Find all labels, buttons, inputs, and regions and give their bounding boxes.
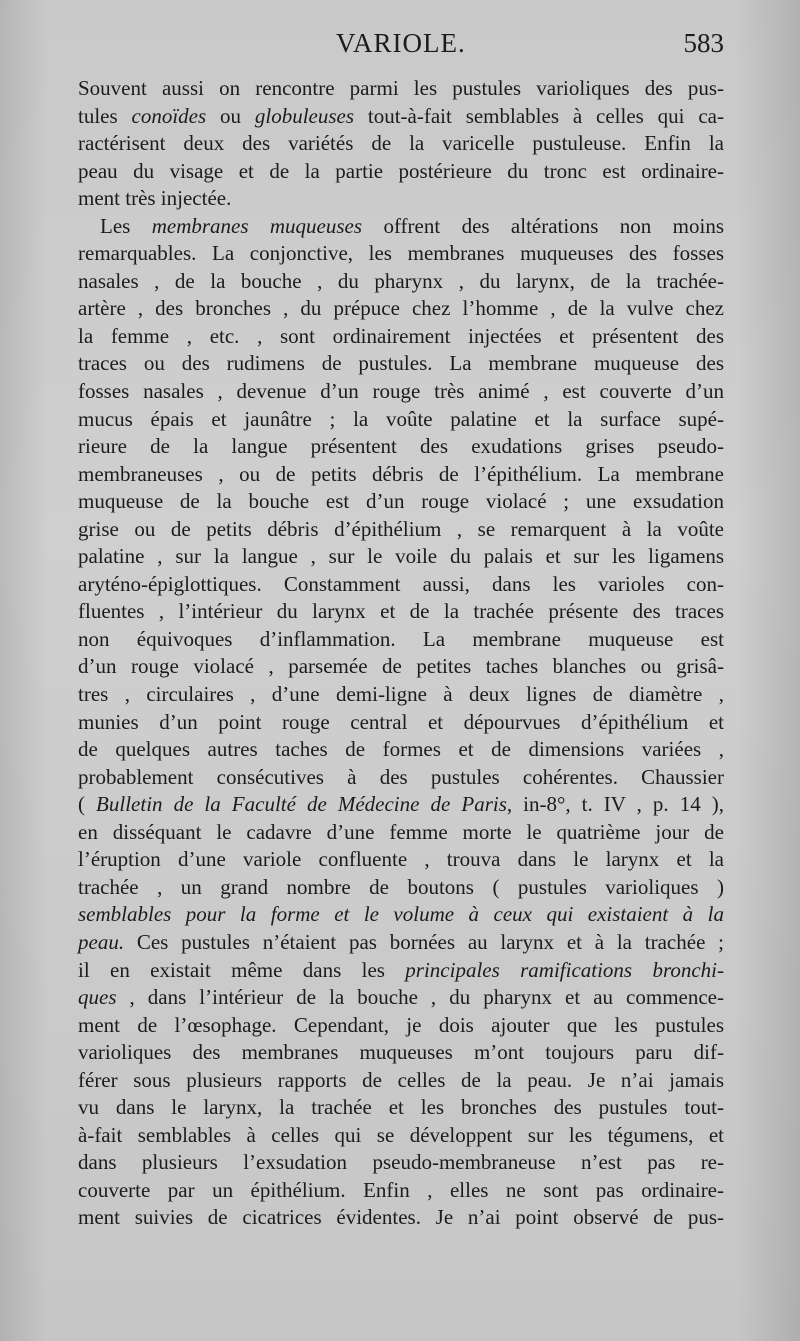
page-header [76, 28, 726, 68]
text-segment: membraneuses , ou de petits débris de l’épithélium. La membrane [78, 461, 724, 486]
text-line [78, 846, 724, 874]
text-line [78, 681, 724, 709]
text-segment: palatine , sur la langue , sur le voile du palais et sur les ligamens [78, 544, 724, 569]
text-line [78, 323, 724, 351]
text-line [78, 819, 724, 847]
text-segment: Ces pustules n’étaient pas bornées au larynx et à la trachée ; [124, 929, 724, 954]
text-segment: couverte par un épithélium. Enfin , elles ne sont pas ordinaire- [78, 1177, 724, 1202]
text-segment: la femme , etc. , sont ordinairement injectées et présentent des [78, 323, 724, 348]
text-line [78, 598, 724, 626]
text-segment: fluentes , l’intérieur du larynx et de la trachée présente des traces [78, 599, 724, 624]
text-line [78, 764, 724, 792]
text-segment: en disséquant le cadavre d’une femme morte le quatrième jour de [78, 819, 724, 844]
text-line [78, 571, 724, 599]
text-segment: férer sous plusieurs rapports de celles de la peau. Je n’ai jamais [78, 1067, 724, 1092]
italic-text: membranes muqueuses [151, 213, 363, 238]
text-line [78, 957, 724, 985]
text-line [78, 653, 724, 681]
text-segment: artère , des bronches , du prépuce chez l’homme , de la vulve chez [78, 296, 724, 321]
text-line [78, 213, 724, 241]
text-line [78, 1149, 724, 1177]
body-text [78, 75, 724, 1232]
text-segment: ractérisent deux des variétés de la varicelle pustuleuse. Enfin la [78, 131, 724, 156]
text-line [78, 1039, 724, 1067]
text-line [78, 626, 724, 654]
text-segment: tout-à-fait semblables à celles qui ca- [354, 103, 724, 128]
text-line [78, 350, 724, 378]
text-segment: ou [206, 103, 255, 128]
text-segment: de quelques autres taches de formes et de dimensions variées , [78, 737, 724, 762]
text-line [78, 433, 724, 461]
text-segment: traces ou des rudimens de pustules. La membrane muqueuse des [78, 351, 724, 376]
text-line [78, 240, 724, 268]
text-line [78, 874, 724, 902]
text-segment: probablement consécutives à des pustules cohérentes. Chaussier [78, 764, 724, 789]
text-segment: dans plusieurs l’exsudation pseudo-membraneuse n’est pas re- [78, 1150, 724, 1175]
text-line [78, 791, 724, 819]
text-segment: ( [78, 792, 97, 817]
text-segment: d’un rouge violacé , parsemée de petites taches blanches ou grisâ- [78, 654, 724, 679]
text-line [78, 543, 724, 571]
text-segment: nasales , de la bouche , du pharynx , du larynx, de la trachée- [78, 268, 724, 293]
italic-text: semblables pour la forme et le volume à ceux qui existaient à la [78, 902, 724, 927]
text-segment: , in-8°, t. IV , p. 14 ), [506, 792, 724, 817]
italic-text: ques [78, 985, 117, 1010]
text-line [78, 736, 724, 764]
italic-text: conoïdes [131, 103, 207, 128]
text-segment: l’éruption d’une variole confluente , trouva dans le larynx et la [78, 847, 724, 872]
text-line [78, 1204, 724, 1232]
text-segment: ment suivies de cicatrices évidentes. Je n’ai point observé de pus- [78, 1205, 724, 1230]
text-segment: varioliques des membranes muqueuses m’ont toujours paru dif- [78, 1040, 724, 1065]
text-segment: Souvent aussi on rencontre parmi les pustules varioliques des pus- [78, 76, 724, 100]
text-segment: rieure de la langue présentent des exudations grises pseudo- [78, 434, 724, 459]
text-segment: remarquables. La conjonctive, les membranes muqueuses des fosses [78, 241, 724, 266]
text-line [78, 158, 724, 186]
text-segment: munies d’un point rouge central et dépourvues d’épithélium et [78, 709, 724, 734]
text-segment: , dans l’intérieur de la bouche , du pharynx et au commence- [116, 985, 724, 1010]
text-segment: tres , circulaires , d’une demi-ligne à deux lignes de diamètre , [78, 682, 724, 707]
text-line [78, 984, 724, 1012]
text-line [78, 185, 724, 213]
text-segment: grise ou de petits débris d’épithélium , se remarquent à la voûte [78, 516, 724, 541]
text-segment: ment très injectée. [78, 186, 232, 211]
text-line [78, 1094, 724, 1122]
text-segment: ment de l’œsophage. Cependant, je dois ajouter que les pustules [78, 1012, 724, 1037]
text-segment: peau du visage et de la partie postérieure du tronc est ordinaire- [78, 158, 724, 183]
text-segment: il en existait même dans les [78, 957, 406, 982]
text-line [78, 295, 724, 323]
text-line [78, 1067, 724, 1095]
text-line [78, 268, 724, 296]
text-line [78, 929, 724, 957]
text-segment: Les [100, 213, 152, 238]
text-line [78, 103, 724, 131]
text-line [78, 1122, 724, 1150]
page-number: 583 [683, 28, 724, 58]
text-line [78, 488, 724, 516]
text-segment: vu dans le larynx, la trachée et les bronches des pustules tout- [78, 1095, 724, 1120]
text-segment: muqueuse de la bouche est d’un rouge violacé ; une exsudation [78, 489, 724, 514]
text-line [78, 1012, 724, 1040]
italic-text: globuleuses [254, 103, 355, 128]
text-line [78, 709, 724, 737]
running-title: VARIOLE. [336, 28, 466, 58]
italic-text: peau. [78, 929, 125, 954]
text-line [78, 378, 724, 406]
text-segment: tules [78, 103, 132, 128]
text-segment: trachée , un grand nombre de boutons ( pustules varioliques ) [78, 874, 724, 899]
text-segment: mucus épais et jaunâtre ; la voûte palatine et la surface supé- [78, 406, 724, 431]
text-line [78, 130, 724, 158]
text-line [78, 406, 724, 434]
text-segment: fosses nasales , devenue d’un rouge très animé , est couverte d’un [78, 379, 724, 404]
text-line [78, 901, 724, 929]
text-line [78, 75, 724, 103]
italic-text: Bulletin de la Faculté de Médecine de Paris [96, 792, 507, 817]
text-segment: à-fait semblables à celles qui se développent sur les tégumens, et [78, 1122, 724, 1147]
text-segment: aryténo-épiglottiques. Constamment aussi, dans les varioles con- [78, 571, 724, 596]
text-line [78, 461, 724, 489]
text-line [78, 516, 724, 544]
text-line [78, 1177, 724, 1205]
text-segment: offrent des altérations non moins [362, 213, 724, 238]
text-segment: non équivoques d’inflammation. La membrane muqueuse est [78, 626, 724, 651]
italic-text: principales ramifications bronchi- [405, 957, 724, 982]
